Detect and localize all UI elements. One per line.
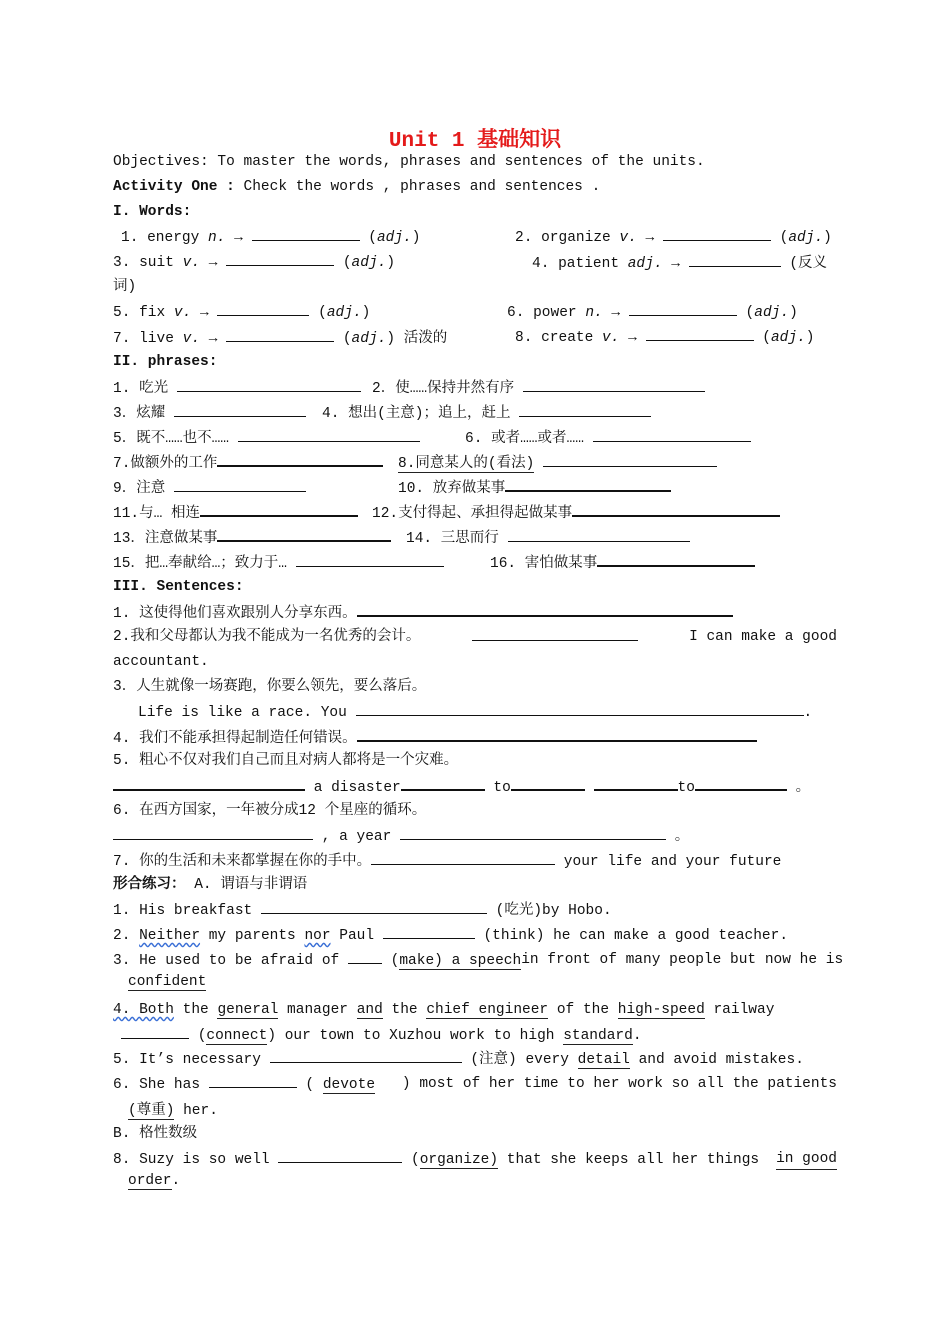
- sentence-7: 7. 你的生活和未来都掌握在你的手中。 your life and your future: [113, 850, 781, 872]
- phrase-3-blank[interactable]: [174, 402, 306, 417]
- sentence-5-blank-5[interactable]: [695, 775, 787, 791]
- word-7-blank[interactable]: [226, 327, 334, 342]
- word-3-blank[interactable]: [226, 251, 334, 266]
- word-1-blank[interactable]: [252, 226, 360, 241]
- sentence-2-blank[interactable]: [472, 626, 638, 641]
- question-8-wrap: order.: [128, 1173, 181, 1189]
- word-item-7: 7. live v. → (adj.) 活泼的: [113, 326, 447, 347]
- sentence-3-blank[interactable]: [356, 701, 804, 716]
- sentence-1-blank[interactable]: [357, 601, 733, 617]
- sentence-5-answer: a disaster to to 。: [113, 775, 810, 797]
- question-2: 2. Neither my parents nor Paul (think) he can make a good teacher.: [113, 924, 788, 946]
- question-4-blank[interactable]: [121, 1024, 189, 1039]
- word-item-1: 1. energy n. → (adj.): [121, 226, 420, 246]
- sentence-5-blank-1[interactable]: [113, 775, 305, 791]
- sentence-6-blank-1[interactable]: [113, 825, 313, 840]
- phrase-15-blank[interactable]: [296, 552, 444, 567]
- question-8-blank[interactable]: [278, 1148, 402, 1163]
- question-6: 6. She has ( devote ) most of her time to her work so all the patients: [113, 1073, 837, 1095]
- word-item-8: 8. create v. → (adj.): [515, 326, 814, 346]
- sentence-4-blank[interactable]: [357, 726, 757, 742]
- question-3-wrap: confident: [128, 974, 207, 990]
- question-3: 3. He used to be afraid of (make) a speech in front of many people but now he is: [113, 949, 837, 971]
- phrase-item-12: 12.支付得起、承担得起做某事: [372, 501, 780, 522]
- objectives-line: Objectives: To master the words, phrases and sentences of the units.: [113, 154, 705, 170]
- sentence-3: 3．人生就像一场赛跑，你要么领先，要么落后。: [113, 679, 427, 695]
- phrase-item-4: 4. 想出(主意)；追上，赶上: [322, 401, 651, 422]
- word-item-2: 2. organize v. → (adj.): [515, 226, 832, 246]
- phrase-item-16: 16. 害怕做某事: [490, 551, 755, 572]
- sentence-2: 2.我和父母都认为我不能成为一名优秀的会计。 I can make a good: [113, 626, 837, 648]
- page-title: Unit 1 基础知识: [388, 130, 562, 153]
- sentence-1: 1. 这使得他们喜欢跟别人分享东西。: [113, 601, 733, 623]
- sentence-6-answer: , a year 。: [113, 825, 689, 847]
- sentence-4: 4. 我们不能承担得起制造任何错误。: [113, 726, 757, 748]
- word-4-wrap: 词): [113, 279, 137, 295]
- phrase-item-2: 2．使……保持井然有序: [372, 376, 705, 397]
- sentence-7-blank[interactable]: [371, 850, 555, 865]
- practice-heading: 形合练习： A. 谓语与非谓语: [113, 877, 308, 893]
- question-6-wrap: (尊重) her.: [128, 1103, 218, 1119]
- sentence-6-blank-2[interactable]: [400, 825, 666, 840]
- sentence-5-blank-4[interactable]: [594, 775, 678, 791]
- word-2-blank[interactable]: [663, 226, 771, 241]
- activity-text: Check the words , phrases and sentences .: [234, 179, 601, 195]
- question-8: 8. Suzy is so well (organize) that she keeps all her things in good: [113, 1148, 837, 1170]
- word-4-blank[interactable]: [689, 252, 781, 267]
- phrase-item-15: 15．把…奉献给…；致力于…: [113, 551, 444, 572]
- sentence-5-blank-2[interactable]: [401, 775, 485, 791]
- section-b-heading: B. 格性数级: [113, 1126, 198, 1142]
- phrases-heading: II. phrases:: [113, 354, 218, 370]
- sentence-3-answer: Life is like a race. You .: [138, 701, 812, 721]
- phrase-13-blank[interactable]: [217, 526, 391, 542]
- activity-label: Activity One :: [113, 179, 235, 195]
- phrase-item-11: 11.与… 相连: [113, 501, 358, 522]
- word-6-blank[interactable]: [629, 301, 737, 316]
- phrase-5-blank[interactable]: [238, 427, 420, 442]
- question-5: 5. It’s necessary (注意) every detail and avoid mistakes.: [113, 1048, 804, 1070]
- word-5-blank[interactable]: [217, 301, 309, 316]
- activity-line: [113, 176, 600, 198]
- word-item-4: 4. patient adj. → (反义: [532, 251, 827, 272]
- phrase-14-blank[interactable]: [508, 527, 690, 542]
- question-2-blank[interactable]: [383, 924, 475, 939]
- word-item-3: 3. suit v. → (adj.): [113, 251, 395, 271]
- phrase-item-6: 6. 或者……或者……: [465, 426, 751, 447]
- sentence-5: 5. 粗心不仅对我们自己而且对病人都将是一个灾难。: [113, 753, 459, 769]
- word-item-6: 6. power n. → (adj.): [507, 301, 798, 321]
- sentence-2-wrap: accountant.: [113, 654, 209, 670]
- phrase-item-13: 13．注意做某事: [113, 526, 391, 547]
- phrase-9-blank[interactable]: [174, 477, 306, 492]
- phrase-item-8: 8.同意某人的(看法): [398, 451, 717, 472]
- phrase-10-blank[interactable]: [505, 476, 671, 492]
- phrase-item-10: 10. 放弃做某事: [398, 476, 671, 497]
- question-1: 1. His breakfast (吃光)by Hobo.: [113, 899, 612, 921]
- phrase-item-9: 9．注意: [113, 476, 306, 497]
- words-heading: I. Words:: [113, 204, 192, 220]
- phrase-4-blank[interactable]: [519, 402, 651, 417]
- phrase-7-blank[interactable]: [217, 451, 383, 467]
- sentence-6: 6. 在西方国家，一年被分成12 个星座的循环。: [113, 803, 427, 819]
- question-6-blank[interactable]: [209, 1073, 297, 1088]
- phrase-item-7: 7.做额外的工作: [113, 451, 383, 472]
- phrase-12-blank[interactable]: [572, 501, 780, 517]
- sentence-5-blank-3[interactable]: [511, 775, 585, 791]
- phrase-item-5: 5．既不……也不……: [113, 426, 420, 447]
- word-item-5: 5. fix v. → (adj.): [113, 301, 370, 321]
- phrase-1-blank[interactable]: [177, 377, 361, 392]
- phrase-16-blank[interactable]: [597, 551, 755, 567]
- phrase-6-blank[interactable]: [593, 427, 751, 442]
- question-4: 4. Both the general manager and the chief engineer of the high-speed railway: [113, 1002, 775, 1018]
- phrase-8-blank[interactable]: [543, 452, 717, 467]
- question-1-blank[interactable]: [261, 899, 487, 914]
- question-3-blank[interactable]: [348, 949, 382, 964]
- phrase-item-1: 1. 吃光: [113, 376, 361, 397]
- phrase-item-14: 14. 三思而行: [406, 526, 690, 547]
- phrase-11-blank[interactable]: [200, 501, 358, 517]
- question-4-wrap: (connect) our town to Xuzhou work to high standard.: [121, 1024, 642, 1044]
- question-5-blank[interactable]: [270, 1048, 462, 1063]
- phrase-item-3: 3．炫耀: [113, 401, 306, 422]
- phrase-2-blank[interactable]: [523, 377, 705, 392]
- sentences-heading: III. Sentences:: [113, 579, 244, 595]
- word-8-blank[interactable]: [646, 326, 754, 341]
